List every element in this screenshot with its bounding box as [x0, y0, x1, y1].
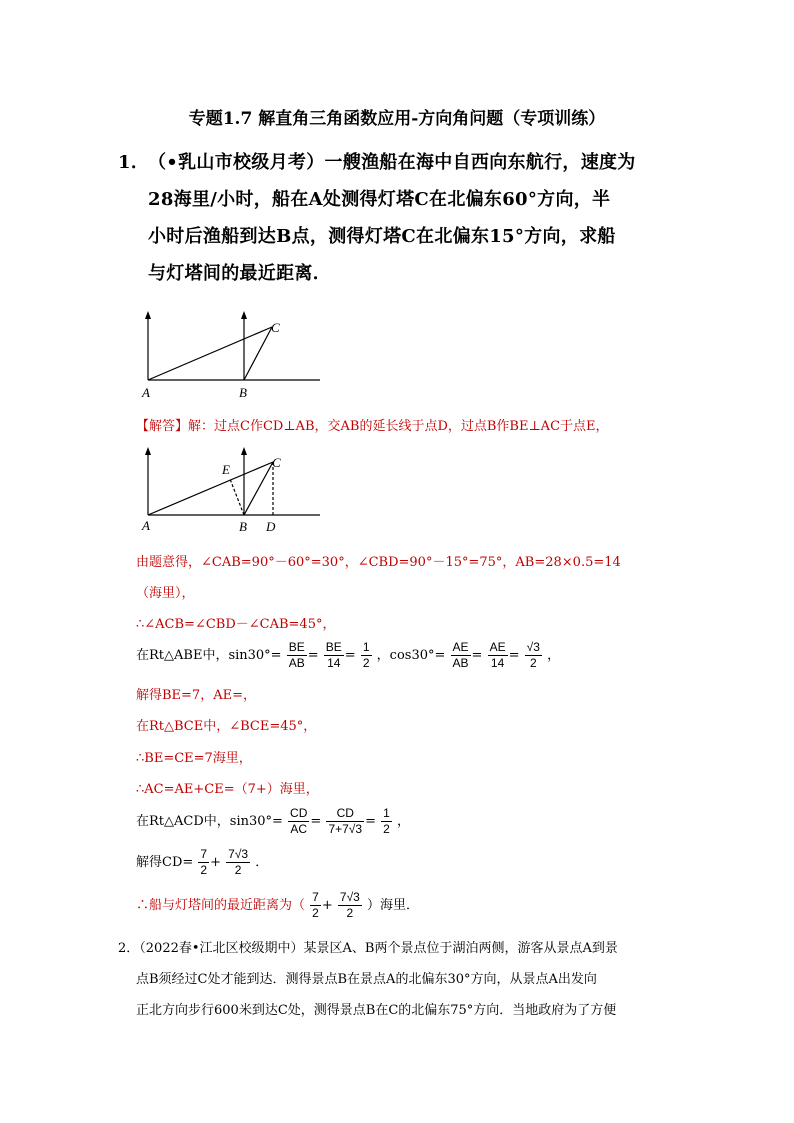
arrow-head-icon [241, 447, 247, 455]
arrow-head-icon [241, 311, 247, 319]
cos-label: ，cos30°= [376, 648, 446, 663]
problem-1-line-4: 与灯塔间的最近距离． [148, 263, 331, 284]
label-a: A [142, 385, 150, 400]
figure-2-diagram [136, 444, 328, 536]
label-d: D [266, 519, 276, 534]
segment-ac [148, 327, 272, 380]
label-c: C [271, 320, 280, 335]
solution-line-5: 在Rt△BCE中，∠BCE=45°， [136, 719, 317, 734]
solution-line-10: ∴船与灯塔间的最近距离为（ $\frac{7}{2}$ + $\frac{7√3}{2}$ ）海里． [136, 890, 419, 920]
fraction-ae-14: $\frac{AE}{14}$ [489, 640, 506, 670]
arrow-head-icon [145, 447, 151, 455]
label-b: B [239, 385, 247, 400]
solution-line-8: 在Rt△ACD中，sin30°= $\frac{CD}{AC}$ = $\frac{CD}{7+7√3}$ = $\frac{1}{2}$ ， [136, 806, 410, 836]
solution-line-9: 解得CD= $\frac{7}{2}$ + $\frac{7√3}{2}$ ． [136, 847, 269, 877]
answer-tag: 【解答】 [136, 419, 189, 434]
arrow-head-icon [145, 311, 151, 319]
label-c: C [272, 455, 281, 470]
line-9-prefix: 解得CD= [136, 855, 194, 870]
solution-line-1b: （海里）， [136, 586, 195, 601]
problem-1-line-1: （•乳山市校级月考）一艘渔船在海中自西向东航行，速度为 [148, 152, 636, 173]
fraction-7sqrt3-2: $\frac{7√3}{2}$ [228, 847, 249, 877]
segment-be [230, 479, 244, 515]
solution-intro-text: 解：过点C作CD⊥AB，交AB的延长线于点D，过点B作BE⊥AC于点E， [188, 419, 609, 434]
solution-line-1: 由题意得，∠CAB=90°－60°=30°，∠CBD=90°－15°=75°，AB=28×0.5=14 [136, 555, 621, 570]
solution-intro [136, 415, 609, 434]
fraction-sqrt3-2: $\frac{√3}{2}$ [526, 640, 540, 670]
line-3-prefix: 在Rt△ABE中，sin30°= [136, 648, 282, 663]
line-10-prefix: ∴船与灯塔间的最近距离为（ [136, 898, 306, 913]
fraction-be-14: $\frac{BE}{14}$ [325, 640, 342, 670]
solution-line-3: 在Rt△ABE中，sin30°= $\frac{BE}{AB}$ = $\frac{BE}{14}$ = $\frac{1}{2}$ ，cos30°= $\frac{AE}{AB}$ = $\frac{AE}{14}$ = $\frac{√3}{2}$ ， [136, 640, 561, 670]
label-e: E [222, 462, 230, 477]
line-8-prefix: 在Rt△ACD中，sin30°= [136, 814, 283, 829]
segment-bc [244, 327, 272, 380]
solution-line-4: 解得BE=7，AE=， [136, 688, 256, 703]
problem-2-line-3: 正北方向步行600米到达C处，测得景点B在C的北偏东75°方向．当地政府为了方便 [136, 1003, 617, 1018]
fraction-7-2-answer: $\frac{7}{2}$ [312, 890, 319, 920]
fraction-cd-long: $\frac{CD}{7+7√3}$ [328, 806, 363, 836]
label-a: A [142, 518, 150, 533]
label-b: B [239, 519, 247, 534]
problem-1-line-2: 28海里/小时，船在A处测得灯塔C在北偏东60°方向，半 [148, 189, 611, 210]
solution-line-2: ∴∠ACB=∠CBD－∠CAB=45°， [136, 617, 336, 632]
fraction-ae-ab: $\frac{AE}{AB}$ [452, 640, 469, 670]
segment-ac [148, 462, 273, 515]
problem-2-line-2: 点B须经过C处才能到达．测得景点B在景点A的北偏东30°方向，从景点A出发向 [136, 972, 597, 987]
problem-1-number: 1． [118, 152, 150, 173]
figure-1-diagram [136, 308, 326, 402]
fraction-half-2: $\frac{1}{2}$ [383, 806, 390, 836]
fraction-half: $\frac{1}{2}$ [362, 640, 370, 670]
fraction-7sqrt3-2-answer: $\frac{7√3}{2}$ [339, 890, 360, 920]
segment-bc [244, 462, 273, 515]
solution-line-7: ∴AC=AE+CE=（7+）海里， [136, 782, 319, 797]
page-title: 专题1.7 解直角三角函数应用-方向角问题（专项训练） [188, 109, 606, 129]
problem-2-line-1: 2．（2022春•江北区校级期中）某景区A、B两个景点位于湖泊两侧，游客从景点A到景 [118, 941, 618, 956]
fraction-be-ab: $\frac{BE}{AB}$ [288, 640, 305, 670]
solution-line-6: ∴BE=CE=7海里， [136, 751, 252, 766]
fraction-7-2: $\frac{7}{2}$ [200, 847, 208, 877]
fraction-cd-ac: $\frac{CD}{AC}$ [290, 806, 308, 836]
problem-1-line-3: 小时后渔船到达B点，测得灯塔C在北偏东15°方向，求船 [148, 226, 616, 247]
